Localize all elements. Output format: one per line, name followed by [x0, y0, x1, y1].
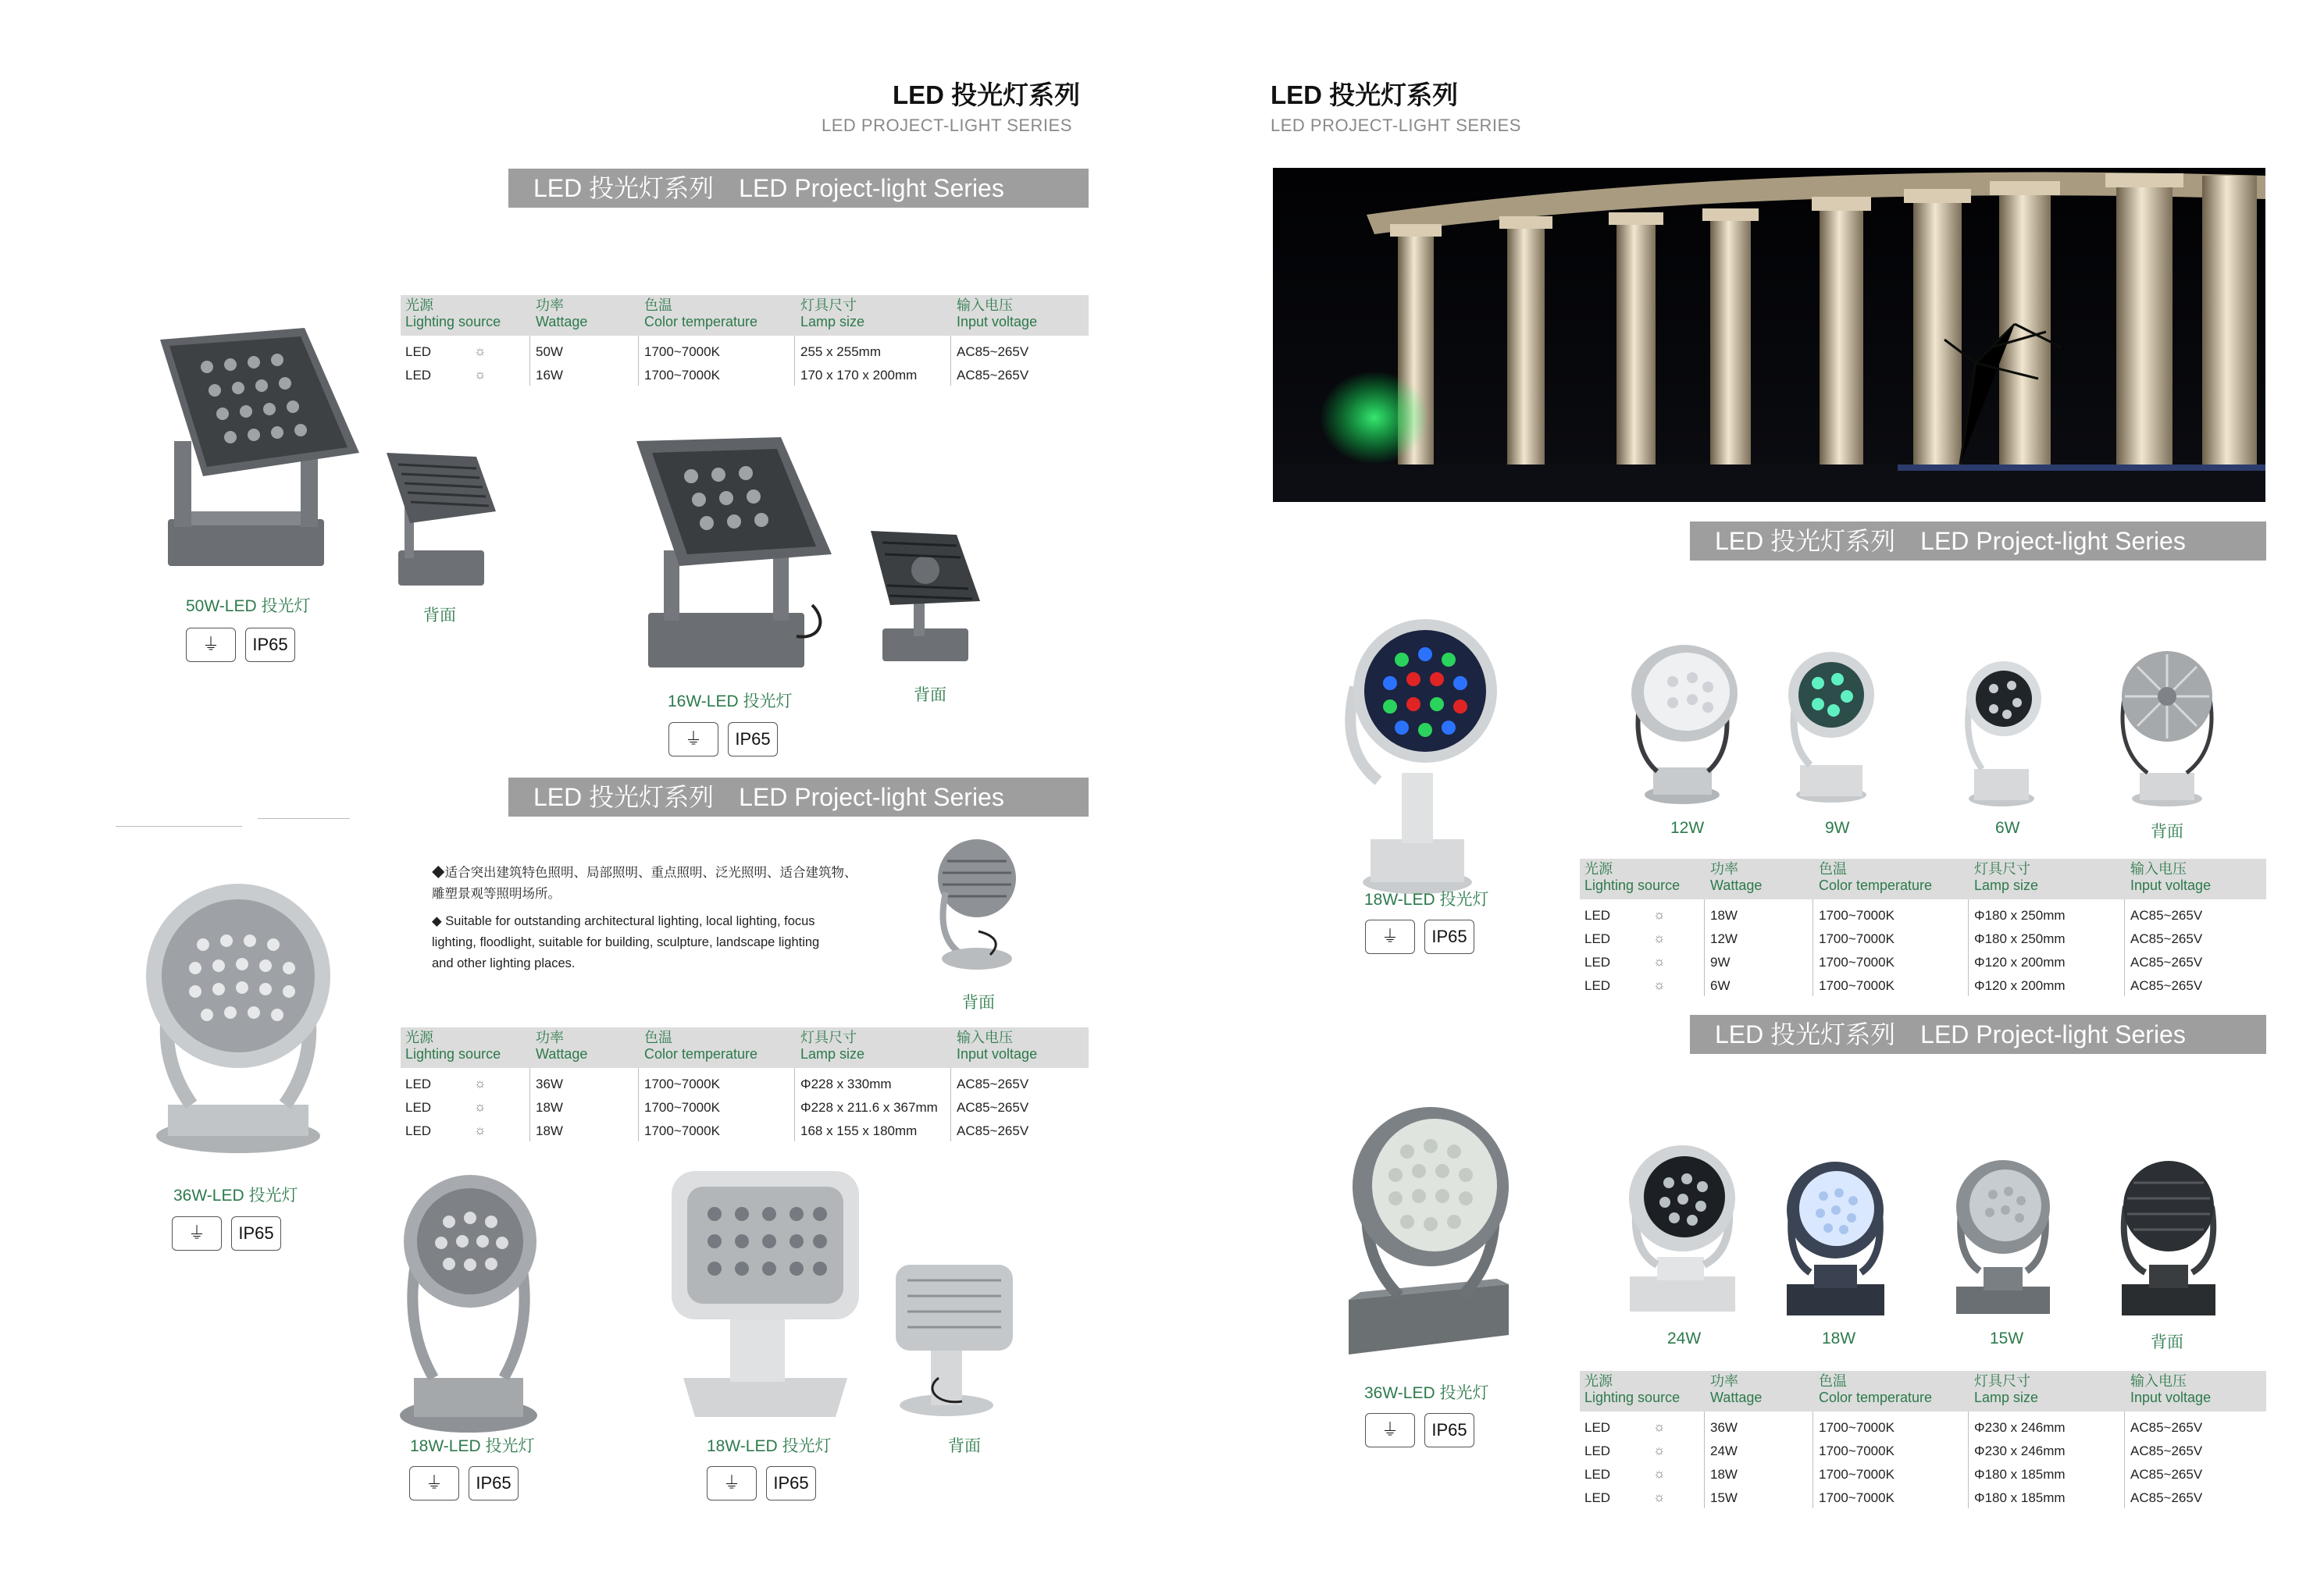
- divider-line: [116, 826, 242, 827]
- right-page-subtitle: LED PROJECT-LIGHT SERIES: [1271, 116, 1521, 135]
- section-bar-4: [1690, 1015, 2266, 1054]
- caption-12w: 12W: [1670, 819, 1705, 837]
- spec-rows: [401, 336, 1089, 386]
- product-back-small-2: [2118, 1155, 2219, 1319]
- product-image-18w-rgb: [1339, 617, 1499, 898]
- ground-icon: ⏚: [1365, 920, 1415, 954]
- hdr-watt-cn: 功率: [536, 297, 564, 313]
- cell-volt: AC85~265V: [2130, 978, 2203, 993]
- product-image-18w-rect: [668, 1171, 863, 1421]
- cell-watt: 15W: [1710, 1490, 1738, 1505]
- hdr-watt-cn: 功率: [1710, 1373, 1738, 1389]
- product-image-36w-right: [1345, 1101, 1513, 1358]
- hdr-color-cn: 色温: [644, 1030, 672, 1045]
- cell-size: Φ120 x 200mm: [1974, 955, 2066, 970]
- column-divider: [638, 336, 639, 386]
- spec-header: [1580, 859, 2266, 899]
- hdr-color-en: Color temperature: [644, 314, 758, 329]
- hdr-watt-en: Wattage: [1710, 1390, 1763, 1405]
- table-row: [401, 1071, 1089, 1095]
- product-description: [432, 863, 893, 974]
- cell-src: LED: [1584, 955, 1611, 970]
- desc-cn-2: 雕塑景观等照明场所。: [432, 887, 561, 901]
- cell-watt: 50W: [536, 344, 563, 359]
- ip65-badge: IP65: [231, 1216, 281, 1251]
- table-row: [1580, 973, 2266, 996]
- section-bar-en: LED Project-light Series: [1920, 1020, 2186, 1048]
- cell-watt: 12W: [1710, 931, 1738, 946]
- cell-volt: AC85~265V: [2130, 1490, 2203, 1505]
- ip65-badge: IP65: [728, 722, 778, 756]
- ip65-badge: IP65: [766, 1466, 816, 1500]
- ip65-badge: IP65: [469, 1466, 519, 1500]
- cell-src: LED: [1584, 1490, 1611, 1505]
- cell-size: Φ120 x 200mm: [1974, 978, 2066, 993]
- product-back-18w-rect: [892, 1261, 1017, 1421]
- table-row: [1580, 1415, 2266, 1438]
- hdr-watt-en: Wattage: [1710, 877, 1763, 893]
- cell-volt: AC85~265V: [957, 344, 1029, 359]
- cell-temp: 1700~7000K: [1819, 978, 1894, 993]
- caption-back-18w-rect: 背面: [948, 1437, 981, 1455]
- cell-volt: AC85~265V: [2130, 955, 2203, 970]
- led-bulb-icon: ☼: [1653, 931, 1666, 945]
- section-bar-cn: LED 投光灯系列: [1715, 1020, 1896, 1048]
- led-bulb-icon: ☼: [1653, 954, 1666, 969]
- caption-18w: 18W: [1822, 1330, 1856, 1347]
- section-bar-3: [1690, 522, 2266, 561]
- cell-watt: 16W: [536, 368, 563, 383]
- hdr-volt-en: Input voltage: [957, 314, 1038, 329]
- column-divider: [794, 336, 795, 386]
- table-row: [1580, 949, 2266, 973]
- cell-size: Φ230 x 246mm: [1974, 1444, 2066, 1458]
- cell-temp: 1700~7000K: [1819, 1490, 1894, 1505]
- product-image-12w: [1626, 639, 1739, 806]
- ip65-badge: IP65: [1424, 920, 1474, 954]
- caption-50w: 50W-LED 投光灯: [186, 597, 311, 615]
- hdr-source-cn: 光源: [1584, 861, 1613, 877]
- spec-table-4: [1580, 1371, 2266, 1508]
- product-image-50w: [152, 324, 367, 574]
- cell-temp: 1700~7000K: [1819, 955, 1894, 970]
- cell-src: LED: [1584, 978, 1611, 993]
- caption-back-36w: 背面: [962, 994, 995, 1012]
- cell-volt: AC85~265V: [2130, 1467, 2203, 1482]
- hdr-size-en: Lamp size: [800, 1046, 865, 1062]
- spec-rows: [1580, 1411, 2266, 1508]
- desc-en-2: lighting, floodlight, suitable for building, sculpture, landscape lighting: [432, 935, 820, 949]
- column-divider: [794, 1068, 795, 1141]
- cell-size: 168 x 155 x 180mm: [800, 1123, 918, 1138]
- spec-table-2: [401, 1027, 1089, 1141]
- caption-18w-rgb: 18W-LED 投光灯: [1364, 891, 1489, 909]
- column-divider: [1968, 1411, 1969, 1508]
- ground-icon: ⏚: [1365, 1413, 1415, 1447]
- led-bulb-icon: ☼: [1653, 1490, 1666, 1504]
- cell-size: Φ180 x 250mm: [1974, 908, 2066, 923]
- caption-24w: 24W: [1667, 1330, 1702, 1347]
- column-divider: [950, 336, 951, 386]
- hdr-color-cn: 色温: [1819, 861, 1847, 877]
- hdr-size-en: Lamp size: [1974, 877, 2039, 893]
- cell-volt: AC85~265V: [2130, 931, 2203, 946]
- cell-size: Φ230 x 246mm: [1974, 1420, 2066, 1435]
- hdr-color-cn: 色温: [1819, 1373, 1847, 1389]
- table-row: [401, 362, 1089, 386]
- column-divider: [2124, 1411, 2125, 1508]
- column-divider: [529, 336, 530, 386]
- hdr-source-en: Lighting source: [1584, 1390, 1681, 1405]
- desc-cn-1: ◆适合突出建筑特色照明、局部照明、重点照明、泛光照明、适合建筑物、: [432, 866, 857, 880]
- caption-15w: 15W: [1990, 1330, 2024, 1347]
- hdr-size-cn: 灯具尺寸: [1974, 861, 2030, 877]
- cell-watt: 36W: [1710, 1420, 1738, 1435]
- cell-src: LED: [1584, 1444, 1611, 1458]
- caption-16w: 16W-LED 投光灯: [668, 692, 793, 710]
- hdr-source-en: Lighting source: [1584, 877, 1681, 893]
- section-bar-en: LED Project-light Series: [739, 174, 1004, 202]
- hdr-source-cn: 光源: [405, 297, 433, 313]
- spec-table-1: [401, 295, 1089, 386]
- table-row: [401, 1095, 1089, 1118]
- section-bar-cn: LED 投光灯系列: [533, 783, 715, 811]
- product-image-15w: [1952, 1154, 2054, 1318]
- product-image-18w: [1783, 1155, 1888, 1319]
- hdr-watt-cn: 功率: [1710, 861, 1738, 877]
- product-image-6w: [1959, 656, 2044, 808]
- hdr-volt-cn: 输入电压: [2130, 1373, 2187, 1389]
- hdr-size-cn: 灯具尺寸: [800, 297, 857, 313]
- cell-temp: 1700~7000K: [1819, 1467, 1894, 1482]
- cell-watt: 24W: [1710, 1444, 1738, 1458]
- led-bulb-icon: ☼: [1653, 907, 1666, 922]
- hdr-color-cn: 色温: [644, 297, 672, 313]
- spec-rows: [1580, 899, 2266, 996]
- ip65-badge: IP65: [245, 628, 295, 662]
- cell-src: LED: [405, 1077, 432, 1091]
- ground-icon: ⏚: [668, 722, 718, 756]
- ground-icon: ⏚: [172, 1216, 222, 1251]
- spec-header: [1580, 1371, 2266, 1411]
- cell-temp: 1700~7000K: [644, 344, 720, 359]
- caption-9w: 9W: [1825, 819, 1850, 837]
- cell-volt: AC85~265V: [957, 1123, 1029, 1138]
- led-bulb-icon: ☼: [1653, 1466, 1666, 1481]
- hdr-size-cn: 灯具尺寸: [1974, 1373, 2030, 1389]
- product-image-16w: [633, 433, 836, 679]
- cell-src: LED: [1584, 1420, 1611, 1435]
- cell-size: 170 x 170 x 200mm: [800, 368, 918, 383]
- cell-watt: 18W: [536, 1123, 563, 1138]
- cell-src: LED: [405, 1123, 432, 1138]
- ground-icon: ⏚: [707, 1466, 757, 1500]
- section-bar-en: LED Project-light Series: [739, 783, 1004, 811]
- hdr-volt-en: Input voltage: [957, 1046, 1038, 1062]
- hdr-volt-en: Input voltage: [2130, 877, 2212, 893]
- caption-36w-left: 36W-LED 投光灯: [173, 1187, 298, 1205]
- led-bulb-icon: ☼: [1653, 1443, 1666, 1458]
- divider-line: [258, 818, 350, 819]
- cell-watt: 36W: [536, 1077, 563, 1091]
- cell-size: Φ180 x 250mm: [1974, 931, 2066, 946]
- spec-header: [401, 295, 1089, 336]
- cell-size: 255 x 255mm: [800, 344, 881, 359]
- hdr-color-en: Color temperature: [644, 1046, 758, 1062]
- hdr-volt-cn: 输入电压: [2130, 861, 2187, 877]
- column-divider: [1704, 1411, 1705, 1508]
- led-bulb-icon: ☼: [474, 367, 487, 382]
- product-back-16w: [867, 527, 984, 667]
- cell-volt: AC85~265V: [2130, 1444, 2203, 1458]
- section-bar-1: [508, 169, 1089, 208]
- table-row: [1580, 1461, 2266, 1485]
- column-divider: [2124, 899, 2125, 996]
- cell-size: Φ228 x 211.6 x 367mm: [800, 1100, 938, 1115]
- cell-src: LED: [1584, 1467, 1611, 1482]
- cell-src: LED: [405, 344, 432, 359]
- column-divider: [638, 1068, 639, 1141]
- led-bulb-icon: ☼: [474, 1123, 487, 1137]
- hdr-size-en: Lamp size: [1974, 1390, 2039, 1405]
- product-back-36w: [932, 838, 1021, 974]
- cell-temp: 1700~7000K: [1819, 1444, 1894, 1458]
- product-image-9w: [1783, 648, 1880, 804]
- column-divider: [1704, 899, 1705, 996]
- caption-18w-round: 18W-LED 投光灯: [410, 1437, 535, 1455]
- caption-back-50w: 背面: [423, 607, 456, 625]
- cell-volt: AC85~265V: [957, 1077, 1029, 1091]
- section-bar-cn: LED 投光灯系列: [1715, 527, 1896, 555]
- hdr-color-en: Color temperature: [1819, 877, 1933, 893]
- section-bar-en: LED Project-light Series: [1920, 527, 2186, 555]
- hdr-source-en: Lighting source: [405, 1046, 501, 1062]
- product-back-50w: [383, 449, 500, 593]
- led-bulb-icon: ☼: [474, 1076, 487, 1091]
- hdr-size-cn: 灯具尺寸: [800, 1030, 857, 1045]
- caption-back-small-2: 背面: [2151, 1333, 2183, 1351]
- hdr-watt-cn: 功率: [536, 1030, 564, 1045]
- column-divider: [1968, 899, 1969, 996]
- spec-table-3: [1580, 859, 2266, 996]
- cell-temp: 1700~7000K: [644, 1100, 720, 1115]
- cell-volt: AC85~265V: [957, 368, 1029, 383]
- left-page-subtitle: LED PROJECT-LIGHT SERIES: [822, 116, 1072, 135]
- table-row: [401, 1118, 1089, 1141]
- cell-temp: 1700~7000K: [1819, 931, 1894, 946]
- desc-en-3: and other lighting places.: [432, 956, 576, 970]
- cell-temp: 1700~7000K: [1819, 1420, 1894, 1435]
- ip65-badge: IP65: [1424, 1413, 1474, 1447]
- hdr-source-en: Lighting source: [405, 314, 501, 329]
- cell-watt: 18W: [1710, 908, 1738, 923]
- cell-watt: 9W: [1710, 955, 1731, 970]
- cell-src: LED: [1584, 908, 1611, 923]
- cell-volt: AC85~265V: [2130, 908, 2203, 923]
- ground-icon: ⏚: [186, 628, 236, 662]
- hdr-source-cn: 光源: [405, 1030, 433, 1045]
- column-divider: [950, 1068, 951, 1141]
- cell-watt: 18W: [536, 1100, 563, 1115]
- section-bar-cn: LED 投光灯系列: [533, 174, 715, 202]
- product-image-36w-left: [144, 878, 336, 1155]
- hdr-volt-cn: 输入电压: [957, 297, 1013, 313]
- column-divider: [529, 1068, 530, 1141]
- cell-src: LED: [1584, 931, 1611, 946]
- cell-watt: 6W: [1710, 978, 1731, 993]
- cell-temp: 1700~7000K: [644, 368, 720, 383]
- table-row: [1580, 902, 2266, 926]
- hdr-size-en: Lamp size: [800, 314, 865, 329]
- hdr-volt-cn: 输入电压: [957, 1030, 1013, 1045]
- spec-rows: [401, 1068, 1089, 1141]
- cell-src: LED: [405, 368, 432, 383]
- cell-temp: 1700~7000K: [644, 1077, 720, 1091]
- led-bulb-icon: ☼: [474, 1099, 487, 1114]
- hdr-source-cn: 光源: [1584, 1373, 1613, 1389]
- caption-back-small: 背面: [2151, 823, 2183, 841]
- left-page-title: LED 投光灯系列: [893, 80, 1081, 109]
- caption-back-16w: 背面: [914, 686, 946, 704]
- product-image-24w: [1626, 1140, 1739, 1315]
- hdr-watt-en: Wattage: [536, 1046, 588, 1062]
- cell-volt: AC85~265V: [957, 1100, 1029, 1115]
- table-row: [1580, 926, 2266, 949]
- table-row: [1580, 1438, 2266, 1461]
- hdr-volt-en: Input voltage: [2130, 1390, 2212, 1405]
- cell-watt: 18W: [1710, 1467, 1738, 1482]
- right-page-title: LED 投光灯系列: [1271, 80, 1459, 109]
- hdr-color-en: Color temperature: [1819, 1390, 1933, 1405]
- table-row: [1580, 1485, 2266, 1508]
- caption-36w-right: 36W-LED 投光灯: [1364, 1384, 1489, 1402]
- table-row: [401, 339, 1089, 362]
- section-bar-2: [508, 778, 1089, 817]
- colonnade-night-photo: [1273, 168, 2265, 502]
- hdr-watt-en: Wattage: [536, 314, 588, 329]
- led-bulb-icon: ☼: [474, 344, 487, 358]
- caption-6w: 6W: [1995, 819, 2020, 837]
- product-image-18w-round: [394, 1167, 547, 1436]
- cell-volt: AC85~265V: [2130, 1420, 2203, 1435]
- cell-size: Φ180 x 185mm: [1974, 1467, 2066, 1482]
- cell-size: Φ228 x 330mm: [800, 1077, 892, 1091]
- led-bulb-icon: ☼: [1653, 1419, 1666, 1434]
- cell-temp: 1700~7000K: [1819, 908, 1894, 923]
- cell-src: LED: [405, 1100, 432, 1115]
- desc-en-1: ◆ Suitable for outstanding architectural lighting, local lighting, focus: [432, 914, 815, 928]
- led-bulb-icon: ☼: [1653, 977, 1666, 992]
- product-back-small: [2116, 648, 2218, 808]
- cell-temp: 1700~7000K: [644, 1123, 720, 1138]
- spec-header: [401, 1027, 1089, 1068]
- ground-icon: ⏚: [409, 1466, 459, 1500]
- caption-18w-rect: 18W-LED 投光灯: [707, 1437, 832, 1455]
- cell-size: Φ180 x 185mm: [1974, 1490, 2066, 1505]
